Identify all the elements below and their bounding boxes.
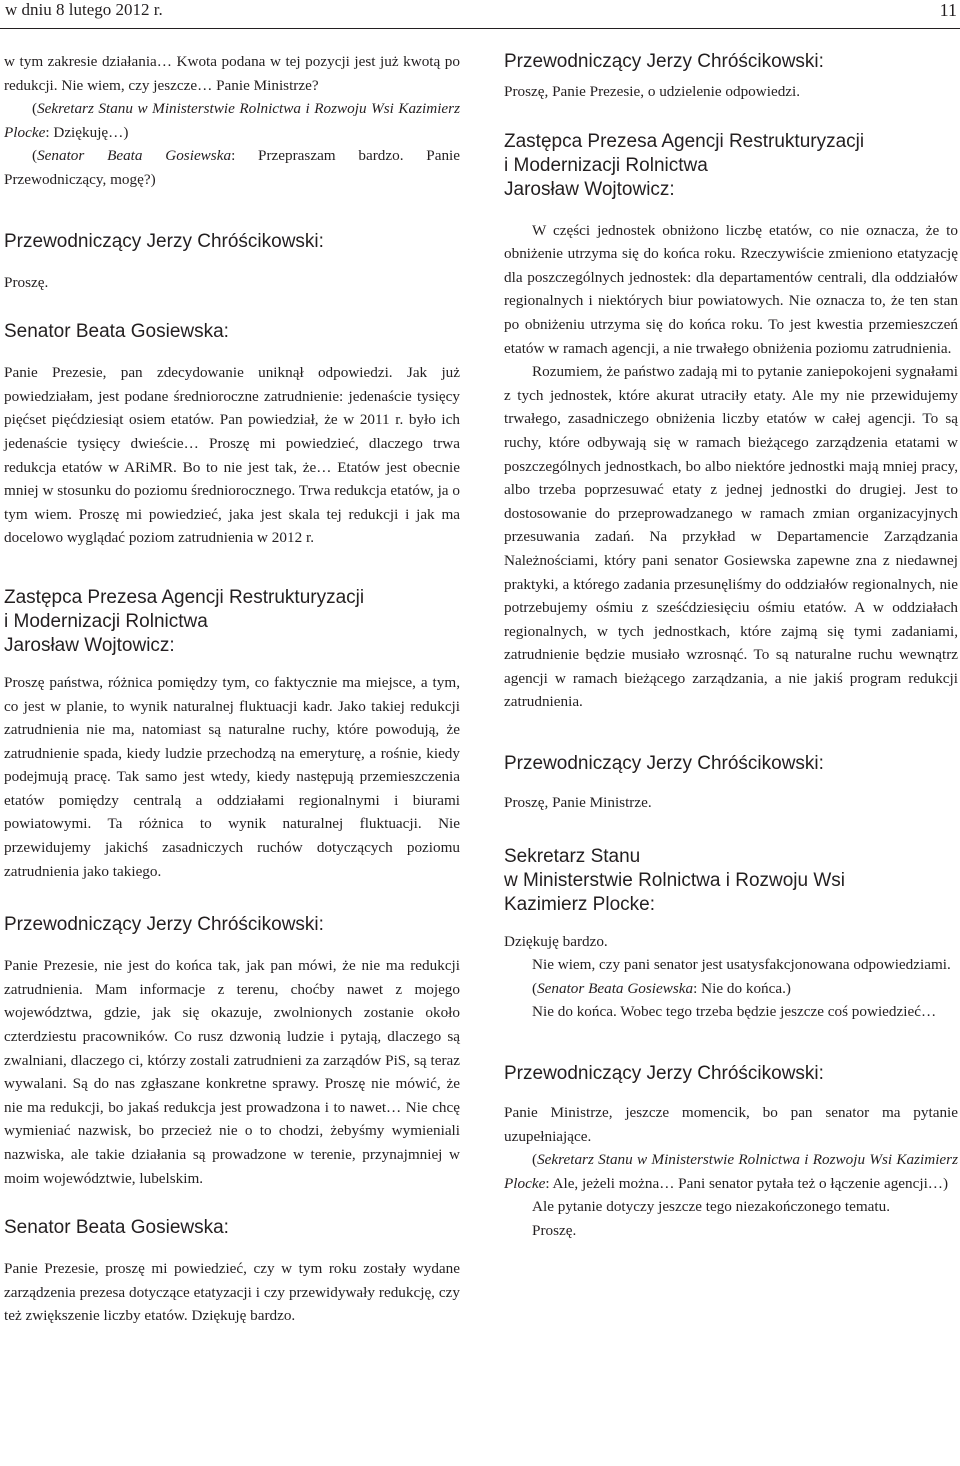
inline-text: : Nie do końca.) [693,979,791,997]
speaker-name: Senator Beata Gosiewska: [4,1217,229,1239]
paragraph: Proszę, Panie Ministrze. [504,794,652,812]
speaker-title: Sekretarz Stanu [504,845,641,867]
speaker-heading [4,913,460,937]
speaker-name: Przewodniczący Jerzy Chróścikowski: [504,753,824,775]
header-date: w dniu 8 lutego 2012 r. [5,0,163,19]
speaker-name: Przewodniczący Jerzy Chróścikowski: [4,230,324,252]
stage-direction [4,144,460,191]
speaker-title: i Modernizacji Rolnictwa [4,610,208,632]
speaker-heading [504,130,958,202]
paren-open: ( [532,1151,538,1169]
speaker-name: Przewodniczący Jerzy Chróścikowski: [504,51,824,72]
paren-open: ( [532,979,538,997]
left-column [4,50,460,1328]
paragraph: Proszę państwa, różnica pomiędzy tym, co faktycznie ma miejsce, a tym, co jest w planie, to wynik naturalnej fluktuacji kadr. Jako takiej redukcji zatrudnienia nie ma, natomiast są naturalne ruchy, które powodują, że zatrudnienie spada, kiedy ludzie przechodzą na emeryturę, a rośnie, kiedy podejmują pracę. Tak samo jest wtedy, kiedy następują przemieszczenia etatów pomiędzy centralą a oddziałami regionalnymi i biurami powiatowymi. Ta różnica to wynik naturalnej fluktuacji. Nie przewidujemy jakichś zasadniczych ruchów dotyczących poziomu zatrudnienia jako takiego. [4,673,460,880]
paragraph: Proszę. [532,1222,577,1239]
right-column [504,50,958,1243]
speaker-heading [504,845,958,917]
speaker-name: Przewodniczący Jerzy Chróścikowski: [4,914,324,936]
speaker-heading [504,1062,958,1086]
page-header [0,0,960,29]
speaker-heading [504,752,958,776]
speaker-heading [4,320,460,344]
paragraph: Nie do końca. Wobec tego trzeba będzie jeszcze coś powiedzieć… [532,1003,937,1021]
stage-direction [4,97,460,144]
paragraph: Panie Prezesie, pan zdecydowanie uniknął odpowiedzi. Jak już powiedziałam, jest podane średnioroczne zatrudnienie: jedenaście tysięcy pięćset pięćdziesiąt osiem etatów. Pan powiedział, że w 2011 r. było ich jedenaście tysięcy dwieście… Proszę mi powiedzieć, dlaczego trwa redukcja etatów w ARiMR. Bo to nie jest tak, że… Etatów jest obecnie mniej w stosunku do poziomu średniorocznego. Trwa redukcja etatów, ja o tym wiem. Proszę mi powiedzieć, jaka jest skala tej redukcji i jak ma docelowo wyglądać poziom zatrudnienia w 2012 r. [4,364,460,547]
speaker-inline: Sekretarz Stanu w Ministerstwie Rolnictwa i Rozwoju Wsi Kazimierz Plocke [4,100,460,141]
paragraph: Ale pytanie dotyczy jeszcze tego niezakończonego tematu. [532,1198,891,1216]
paren-open: ( [32,147,38,165]
speaker-heading [4,586,460,658]
paragraph: w tym zakresie działania… Kwota podana w tej pozycji jest już kwotą po redukcji. Nie wiem, czy jeszcze… Panie Ministrze? [4,53,460,94]
speaker-title: Zastępca Prezesa Agencji Restrukturyzacji [4,586,365,608]
paragraph: Dziękuję bardzo. [504,932,608,950]
speaker-name: Jarosław Wojtowicz: [504,178,675,200]
paragraph: Panie Prezesie, proszę mi powiedzieć, czy w tym roku zostały wydane zarządzenia prezesa dotyczące etatyzacji i czy przewidywały redukcję, czy też zwiększenie liczby etatów. Dziękuję bardzo. [4,1260,460,1325]
speaker-heading [4,1216,460,1240]
speaker-title: w Ministerstwie Rolnictwa i Rozwoju Wsi [504,869,846,891]
stage-direction [504,1148,958,1195]
speaker-name: Kazimierz Plocke: [504,893,655,915]
speaker-name: Senator Beata Gosiewska: [4,321,229,343]
paren-open: ( [32,100,38,118]
inline-text: : Ale, jeżeli można… Pani senator pytała też o łączenie agencji…) [545,1174,949,1192]
speaker-title: i Modernizacji Rolnictwa [504,154,708,176]
stage-direction [504,977,958,1001]
speaker-inline: Senator Beata Gosiewska [37,147,232,165]
inline-text: : Dziękuję…) [45,123,129,141]
paragraph: Proszę. [4,273,49,291]
speaker-name: Przewodniczący Jerzy Chróścikowski: [504,1063,824,1085]
speaker-heading [4,230,460,254]
paragraph: Panie Prezesie, nie jest do końca tak, jak pan mówi, że nie ma redukcji zatrudnienia. Mam informacje z terenu, choćby nawet z mojego województwa, gdzie, jak się okazuje, zwolnionych zostanie około czterdziestu pracowników. Co rusz dzwonią ludzie i pytają, dlaczego są zwalniani, dlaczego ci, którzy zostali zatrudnieni za zarządów PiS, są teraz wywalani. Są do nas zgłaszane konkretne sprawy. Proszę nie mówić, że nie ma redukcji, bo jakaś redukcja jest prowadzona i to nawet… Nie chcę wymieniać nazwisk, bo przecież nie o to chodzi, żebyśmy wymieniali nazwiska, ale takie działania są prowadzone w terenie, przynajmniej w moim województwie, lubelskim. [4,957,460,1187]
paragraph: W części jednostek obniżono liczbę etatów, co nie oznacza, że to obniżenie utrzyma się do końca roku. Rzeczywiście zmieniono etatyzację dla poszczególnych jednostek: dla departamentów centrali, dla oddziałów regionalnych i niektórych biur powiatowych. Nie oznacza to, że ten stan po obniżeniu utrzyma się do końca roku. To jest kwestia przemieszczeń etatów w ramach agencji, a nie trwałego obniżenia poziomu zatrudnienia. [504,221,958,357]
page-number: 11 [939,0,957,20]
paragraph: Nie wiem, czy pani senator jest usatysfakcjonowana odpowiedziami. [532,956,951,974]
speaker-inline: Senator Beata Gosiewska [537,979,694,997]
speaker-inline: Sekretarz Stanu w Ministerstwie Rolnictwa i Rozwoju Wsi Kazimierz Plocke [504,1151,958,1192]
inline-text: : Przepraszam bardzo. Panie Przewodniczący, mogę?) [4,147,460,188]
speaker-title: Zastępca Prezesa Agencji Restrukturyzacji [504,130,865,152]
speaker-heading [504,50,958,74]
paragraph: Rozumiem, że państwo zadają mi to pytanie zaniepokojeni sygnałami z tych jednostek, które akurat utraciły etaty. Ale my nie przewidujemy trwałego, zasadniczego obniżenia liczby etatów w całej agencji. To są ruchy, które odbywają się w ramach bieżącego zarządzenia etatami w poszczególnych jednostkach, bo albo niektóre jednostki mają mniej pracy, albo trzeba poprzesuwać etaty z jednej jednostki do drugiej. Jest to dostosowanie do przeprowadzanego w ramach zmian organizacyjnych przesuwania zadań. Na przykład w Departamencie Zarządzania Należnościami, który pani senator Gosiewska zapewne zna z niedawnej praktyki, a którego zadania przesunęliśmy do oddziałów regionalnych, nie potrzebujemy ośmiu z sześćdziesięciu ośmiu etatów. A w oddziałach regionalnych, w tych jednostkach, które zajmą się tymi zadaniami, zatrudnienie będzie musiało wzrosnąć. To są naturalne ruchu wewnątrz agencji w ramach bieżącego zarządzania, a nie jakiś program redukcji zatrudnienia. [504,363,958,711]
speaker-name: Jarosław Wojtowicz: [4,634,175,656]
paragraph: Panie Ministrze, jeszcze momencik, bo pan senator ma pytanie uzupełniające. [504,1104,958,1145]
paragraph: Proszę, Panie Prezesie, o udzielenie odpowiedzi. [504,83,801,100]
